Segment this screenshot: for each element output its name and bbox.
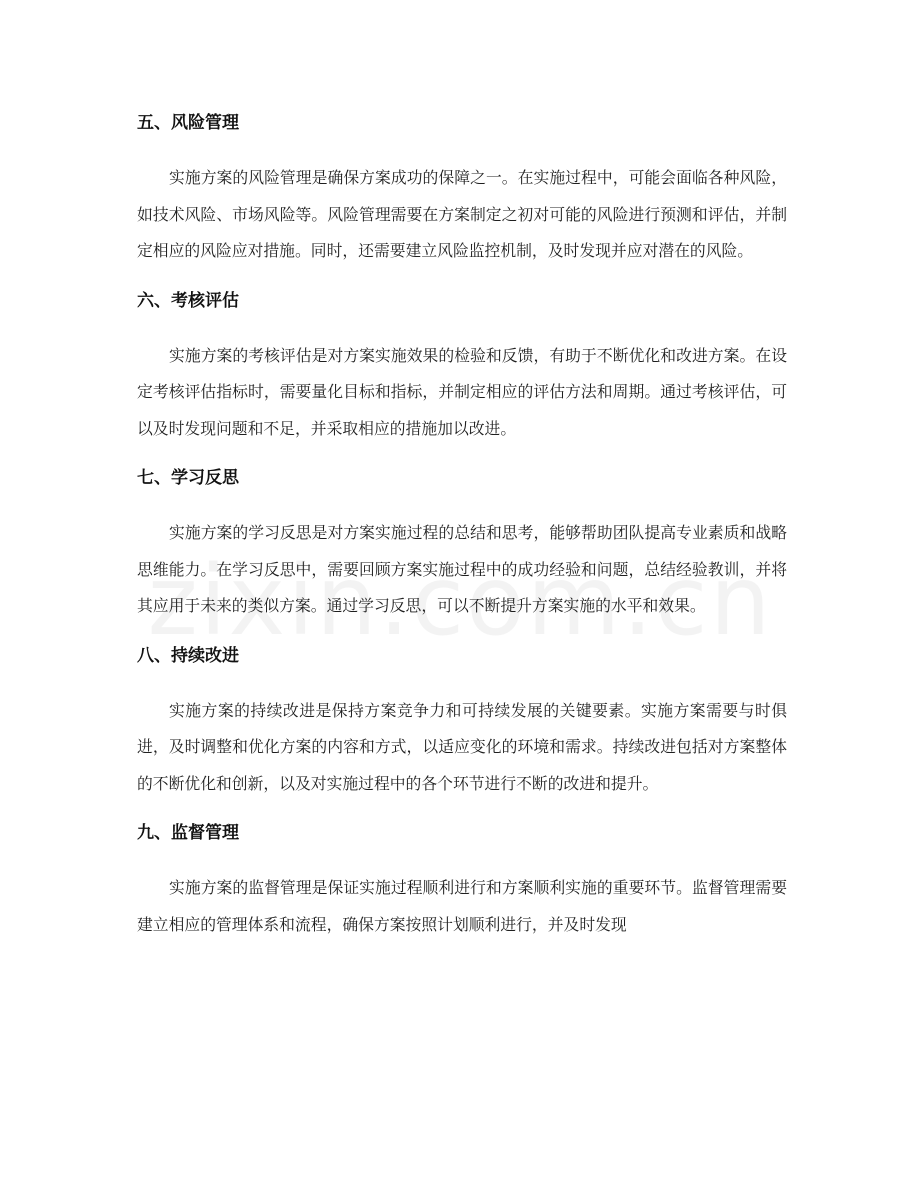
- section-heading: 五、风险管理: [137, 113, 239, 133]
- section-paragraph: 实施方案的学习反思是对方案实施过程的总结和思考，能够帮助团队提高专业素质和战略思维能力。在学习反思中，需要回顾方案实施过程中的成功经验和问题，总结经验教训，并将其应用于未来的类似方案。通过学习反思，可以不断提升方案实施的水平和效果。: [137, 523, 787, 615]
- section-paragraph: 实施方案的考核评估是对方案实施效果的检验和反馈，有助于不断优化和改进方案。在设定考核评估指标时，需要量化目标和指标，并制定相应的评估方法和周期。通过考核评估，可以及时发现问题和不足，并采取相应的措施加以改进。: [137, 345, 787, 438]
- document-body: [137, 104, 787, 955]
- section-assessment: [137, 282, 787, 448]
- section-risk-management: [137, 104, 787, 270]
- section-heading: 六、考核评估: [137, 290, 239, 311]
- section-paragraph: 实施方案的监督管理是保证实施过程顺利进行和方案顺利实施的重要环节。监督管理需要建立相应的管理体系和流程，确保方案按照计划顺利进行，并及时发现: [137, 878, 787, 934]
- section-heading: 七、学习反思: [137, 468, 239, 488]
- section-heading: 九、监督管理: [137, 823, 239, 843]
- section-continuous-improvement: [137, 637, 787, 803]
- section-paragraph: 实施方案的持续改进是保持方案竞争力和可持续发展的关键要素。实施方案需要与时俱进，及时调整和优化方案的内容和方式，以适应变化的环境和需求。持续改进包括对方案整体的不断优化和创新，以及对实施过程中的各个环节进行不断的改进和提升。: [137, 700, 787, 793]
- section-supervision: [137, 814, 787, 943]
- section-learning-reflection: [137, 459, 787, 625]
- section-heading: 八、持续改进: [137, 645, 239, 666]
- section-paragraph: 实施方案的风险管理是确保方案成功的保障之一。在实施过程中，可能会面临各种风险，如技术风险、市场风险等。风险管理需要在方案制定之初对可能的风险进行预测和评估，并制定相应的风险应对措施。同时，还需要建立风险监控机制，及时发现并应对潜在的风险。: [137, 168, 787, 260]
